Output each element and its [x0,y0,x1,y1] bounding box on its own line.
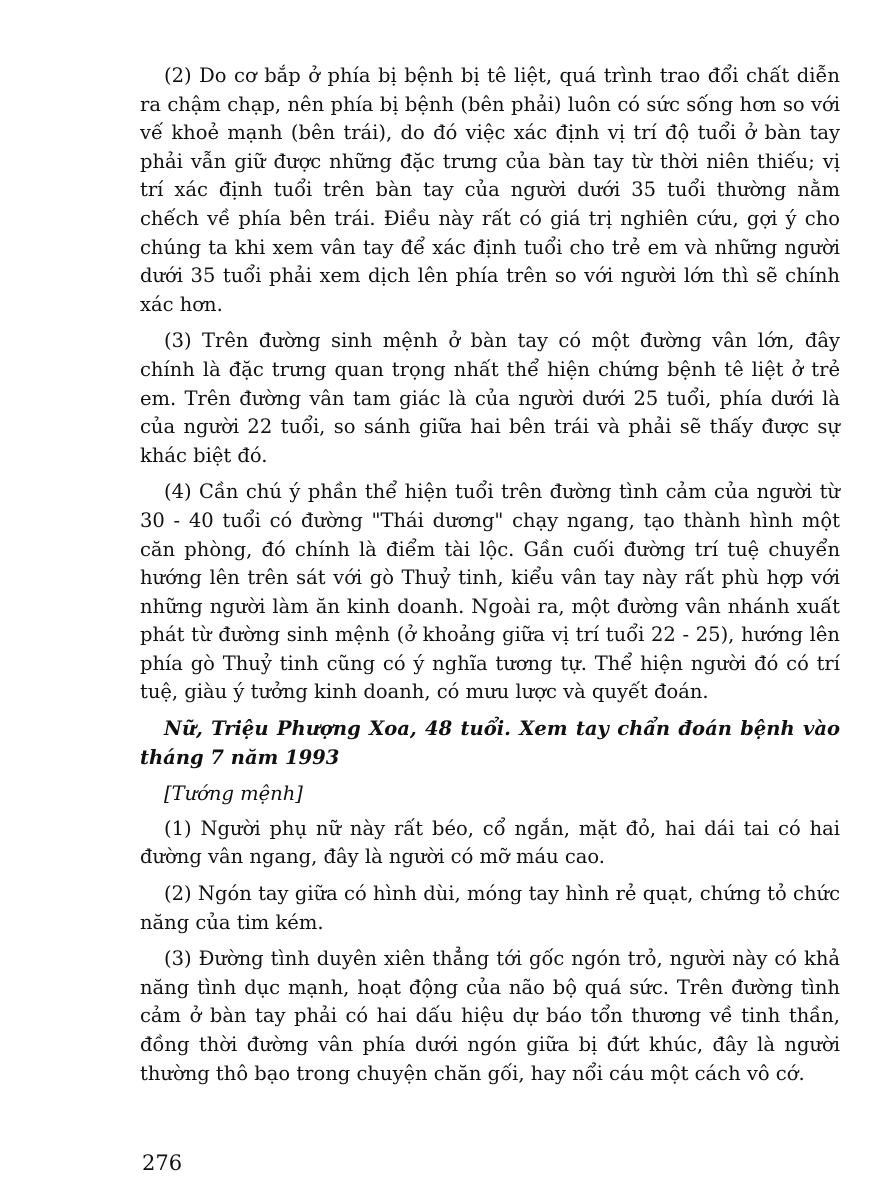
paragraph-case-2: (2) Ngón tay giữa có hình dùi, móng tay hình rẻ quạt, chứng tỏ chức năng của tim kém. [140,882,840,934]
page-number: 276 [142,1151,183,1175]
section-label: [Tướng mệnh] [164,782,303,806]
case-heading: Nữ, Triệu Phượng Xoa, 48 tuổi. Xem tay chẩn đoán bệnh vào tháng 7 năm 1993 [140,717,840,769]
paragraph-case-1: (1) Người phụ nữ này rất béo, cổ ngắn, mặt đỏ, hai dái tai có hai đường vân ngang, đây là người có mỡ máu cao. [140,816,840,869]
paragraph-case-3: (3) Đường tình duyên xiên thẳng tới gốc ngón trỏ, người này có khả năng tình dục mạnh, hoạt động của não bộ quá sức. Trên đường tình cảm ở bàn tay phải có hai dấu hiệu dự báo tổn thương về tinh thần, đồng thời đường vân phía dưới ngón giữa bị đứt khúc, đây là người thường thô bạo trong chuyện chăn gối, hay nổi cáu một cách vô cớ. [140,947,840,1085]
paragraph-4-emotion-line: (4) Cần chú ý phần thể hiện tuổi trên đường tình cảm của người từ 30 - 40 tuổi có đường "Thái dương" chạy ngang, tạo thành hình một căn phòng, đó chính là điểm tài lộc. Gần cuối đường trí tuệ chuyển hướng lên trên sát với gò Thuỷ tinh, kiểu vân tay này rất phù hợp với những người làm ăn kinh doanh. Ngoài ra, một đường vân nhánh xuất phát từ đường sinh mệnh (ở khoảng giữa vị trí tuổi 22 - 25), hướng lên phía gò Thuỷ tinh cũng có ý nghĩa tương tự. Thể hiện người đó có trí tuệ, giàu ý tưởng kinh doanh, có mưu lược và quyết đoán. [140,480,840,704]
paragraph-2-paralysis-age: (2) Do cơ bắp ở phía bị bệnh bị tê liệt, quá trình trao đổi chất diễn ra chậm chạp, nên phía bị bệnh (bên phải) luôn có sức sống hơn so với vế khoẻ mạnh (bên trái), do đó việc xác định vị trí độ tuổi ở bàn tay phải vẫn giữ được những đặc trưng của bàn tay từ thời niên thiếu; vị trí xác định tuổi trên bàn tay của người dưới 35 tuổi thường nằm chếch về phía bên trái. Điều này rất có giá trị nghiên cứu, gợi ý cho chúng ta khi xem vân tay để xác định tuổi cho trẻ em và những người dưới 35 tuổi phải xem dịch lên phía trên so với người lớn thì sẽ chính xác hơn. [140,64,840,316]
paragraph-3-life-line: (3) Trên đường sinh mệnh ở bàn tay có một đường vân lớn, đây chính là đặc trưng quan trọng nhất thể hiện chứng bệnh tê liệt ở trẻ em. Trên đường vân tam giác là của người dưới 25 tuổi, phía dưới là của người 22 tuổi, so sánh giữa hai bên trái và phải sẽ thấy được sự khác biệt đó. [140,329,840,467]
page-body [140,62,840,1096]
